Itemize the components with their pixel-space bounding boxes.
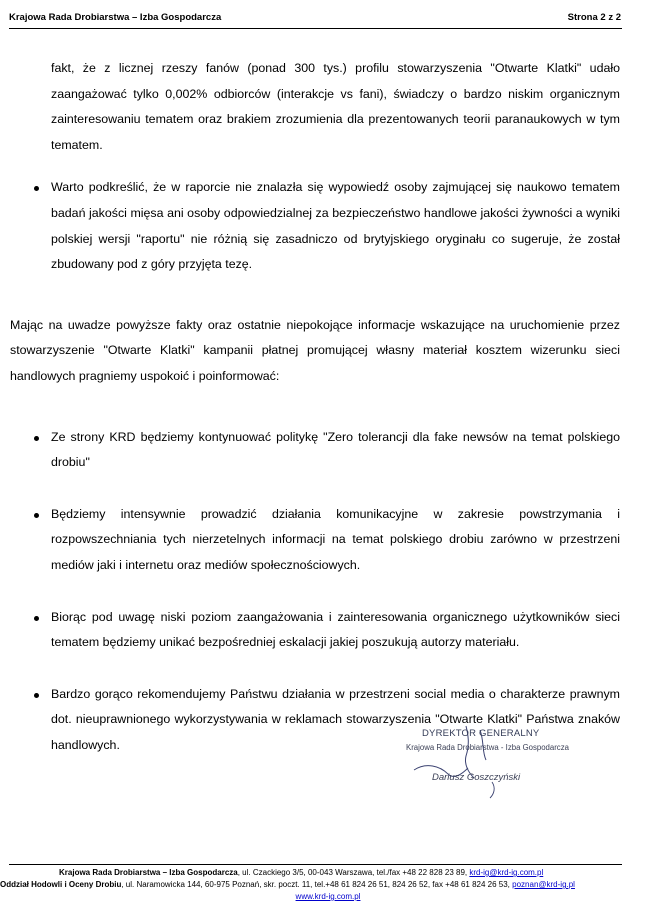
footer-hq-email-link[interactable]: krd-ig@krd-ig.com.pl	[469, 868, 544, 877]
footer-line-branch	[0, 879, 575, 891]
list-item	[34, 502, 620, 579]
page-header	[9, 9, 621, 25]
list-item	[34, 425, 620, 476]
list-item	[34, 605, 620, 656]
bullet-icon	[34, 693, 39, 698]
bullet-list-actions	[34, 425, 620, 759]
continued-paragraph: fakt, że z licznej rzeszy fanów (ponad 300 tys.) profilu stowarzyszenia "Otwarte Klatki" udało zaangażować tylko 0,002% odbiorców (interakcje vs fani), świadczy o bardzo niskim organicznym zainteresowaniu tematem oraz brakiem zrozumienia dla prezentowanych teorii paranaukowych w tym tematem.	[51, 61, 620, 152]
header-organization: Krajowa Rada Drobiarstwa – Izba Gospodarcza	[9, 12, 222, 23]
signature-name: Dariusz Goszczyński	[432, 772, 521, 783]
bullet-icon	[34, 616, 39, 621]
document-body	[10, 56, 620, 758]
list-item	[34, 175, 620, 277]
header-divider	[9, 28, 622, 29]
footer-branch-name: Oddział Hodowli i Oceny Drobiu	[0, 880, 122, 889]
footer-line-website	[0, 891, 656, 903]
list-item-text: Ze strony KRD będziemy kontynuować politykę "Zero tolerancji dla fake newsów na temat polskiego drobiu"	[51, 429, 620, 470]
footer-line-hq	[59, 867, 543, 879]
footer-branch-email-link[interactable]: poznan@krd-ig.pl	[512, 880, 575, 889]
list-item-text: Bardzo gorąco rekomendujemy Państwu działania w przestrzeni social media o charakterze prawnym dot. nieuprawnionego wykorzystywania w reklamach stowarzyszenia "Otwarte Klatki" Państwa znaków handlowych.	[51, 686, 620, 752]
footer-hq-name: Krajowa Rada Drobiarstwa – Izba Gospodarcza	[59, 868, 238, 877]
signature-title: DYREKTOR GENERALNY	[422, 728, 540, 739]
list-item-text: Warto podkreślić, że w raporcie nie znalazła się wypowiedź osoby zajmującej się naukowo tematem badań jakości mięsa ani osoby odpowiedzialnej za bezpieczeństwo handlowe jakości żywności a wyniki polskiej wersji "raportu" nie różnią się zasadniczo od brytyjskiego oryginału co sugeruje, że został zbudowany pod z góry przyjęta tezę.	[51, 180, 620, 272]
footer-divider	[9, 864, 622, 865]
footer-branch-address: , ul. Naramowicka 144, 60-975 Poznań, skr. poczt. 11, tel.+48 61 824 26 51, 824 26 52, fax +48 61 824 26 53,	[121, 880, 513, 889]
signature-organization: Krajowa Rada Drobiarstwa - Izba Gospodarcza	[406, 743, 569, 752]
page-number: Strona 2 z 2	[567, 12, 621, 23]
bullet-icon	[34, 513, 39, 518]
signature-stamp	[396, 722, 596, 808]
main-paragraph: Mając na uwadze powyższe fakty oraz ostatnie niepokojące informacje wskazujące na uruchomienie przez stowarzyszenie "Otwarte Klatki" kampanii płatnej promującej własny materiał kosztem wizerunku sieci handlowych pragniemy uspokoić i poinformować:	[10, 317, 620, 383]
list-item-text: Biorąc pod uwagę niski poziom zaangażowania i zainteresowania organicznego użytkowników sieci tematem będziemy unikać bezpośredniej eskalacji jakiej poszukują autorzy materiału.	[51, 609, 620, 650]
bullet-icon	[34, 436, 39, 441]
footer-website-link[interactable]: www.krd-ig.com.pl	[295, 892, 361, 901]
footer-hq-address: , ul. Czackiego 3/5, 00-043 Warszawa, tel./fax +48 22 828 23 89,	[237, 868, 470, 877]
bullet-icon	[34, 186, 39, 191]
list-item-text: Będziemy intensywnie prowadzić działania komunikacyjne w zakresie powstrzymania i rozpowszechniania tych nierzetelnych informacji na temat polskiego drobiu zarówno w przestrzeni mediów jaki i internetu oraz mediów społecznościowych.	[51, 506, 620, 572]
bullet-list-top	[34, 175, 620, 277]
